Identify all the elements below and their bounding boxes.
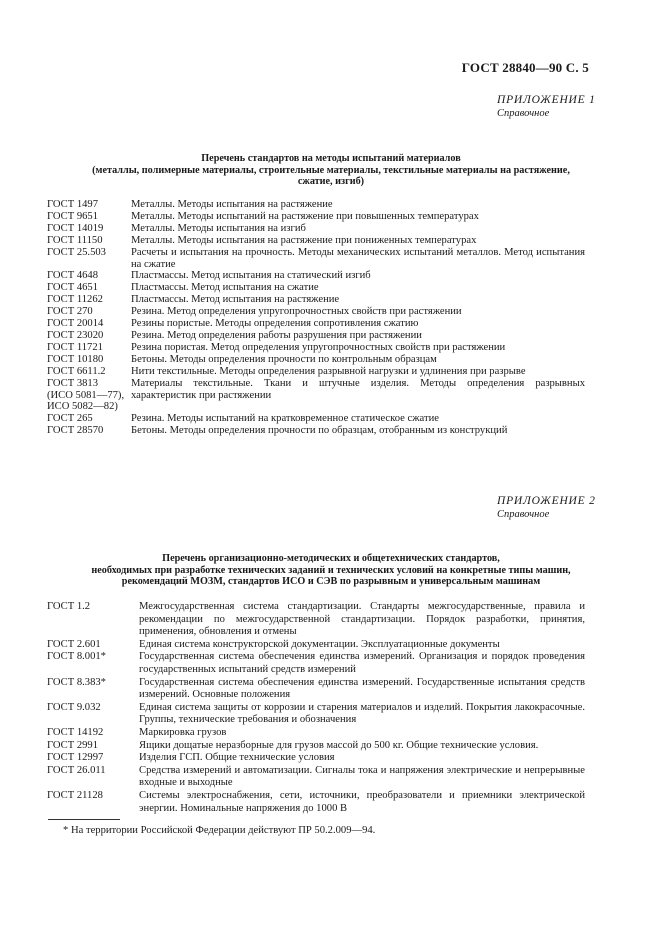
appendix-1-standards-list (47, 199, 585, 437)
standard-code: ГОСТ 25.503 (47, 246, 106, 258)
appendix-1-title-line: сжатие, изгиб) (297, 176, 365, 187)
standard-title: Металлы. Методы испытаний на растяжение при повышенных температурах (131, 210, 479, 222)
standard-row (47, 740, 585, 753)
standard-code: ГОСТ 3813 (ИСО 5081—77), ИСО 5082—82) (47, 377, 125, 413)
standard-code: ГОСТ 1.2 (47, 601, 91, 612)
standard-code: ГОСТ 270 (47, 306, 93, 318)
standard-code: ГОСТ 20014 (47, 318, 104, 330)
standard-row (47, 282, 585, 294)
standard-title: Нити текстильные. Методы определения разрывной нагрузки и удлинения при разрыве (131, 365, 526, 377)
standard-title: Металлы. Методы испытания на изгиб (131, 222, 306, 234)
standard-title: Материалы текстильные. Ткани и штучные изделия. Методы определения разрывных характеристик при растяжении (131, 377, 585, 401)
standard-title: Изделия ГСП. Общие технические условия (139, 752, 335, 764)
standard-title: Государственная система обеспечения единства измерений. Государственные испытания средств измерений. Основные положения (139, 676, 585, 701)
standard-code: ГОСТ 9651 (47, 210, 99, 222)
standard-row (47, 727, 585, 740)
standard-code: ГОСТ 14192 (47, 726, 104, 738)
appendix-1-title-line: (металлы, полимерные материалы, строительные материалы, текстильные материалы на растяжение, (92, 164, 570, 176)
standard-row (47, 601, 585, 639)
standard-code: ГОСТ 28570 (47, 425, 104, 437)
appendix-2-title-line: Перечень организационно-методических и общетехнических стандартов, (162, 553, 500, 564)
appendix-2-name: ПРИЛОЖЕНИЕ 2 (497, 495, 596, 507)
page-header: ГОСТ 28840—90 С. 5 (461, 60, 589, 75)
standard-title: Резина. Метод определения работы разрушения при растяжении (131, 329, 422, 341)
standard-title: Единая система конструкторской документации. Эксплуатационные документы (139, 638, 500, 650)
appendix-2-label (497, 495, 596, 521)
appendix-1-name: ПРИЛОЖЕНИЕ 1 (497, 94, 596, 106)
standard-code: ГОСТ 9.032 (47, 701, 101, 713)
standard-title: Резина. Методы испытаний на кратковременное статическое сжатие (131, 413, 439, 425)
standard-title: Межгосударственная система стандартизации. Стандарты межгосударственные, правила и рекомендации по межгосударственной стандартизации. Порядок разработки, принятия, применения, обновления и отмены (139, 601, 585, 638)
standard-code: ГОСТ 11721 (47, 341, 103, 353)
appendix-2-standards-list (47, 601, 585, 815)
standard-title: Ящики дощатые неразборные для грузов массой до 500 кг. Общие технические условия. (139, 739, 539, 751)
standard-row (47, 639, 585, 652)
footnote-divider (48, 819, 120, 820)
standard-title: Государственная система обеспечения единства измерений. Организация и порядок проведения государственных испытаний средств измерений (139, 651, 585, 675)
appendix-2-type: Справочное (497, 509, 550, 520)
standard-row (47, 211, 585, 223)
standard-title: Пластмассы. Метод испытания на статический изгиб (131, 270, 371, 282)
standard-row (47, 354, 585, 366)
standard-title: Резины пористые. Методы определения сопротивления сжатию (131, 318, 419, 330)
standard-row (47, 425, 585, 437)
standard-code: ГОСТ 10180 (47, 353, 104, 365)
standard-code: ГОСТ 265 (47, 413, 93, 425)
standard-row (47, 223, 585, 235)
standard-code: ГОСТ 8.383* (47, 676, 106, 688)
standard-title: Пластмассы. Метод испытания на сжатие (131, 282, 319, 294)
standard-row (47, 306, 585, 318)
standard-row (47, 330, 585, 342)
standard-title: Единая система защиты от коррозии и старения материалов и изделий. Покрытия лакокрасочные. Группы, технические требования и обозначения (139, 701, 585, 726)
footnote: * На территории Российской Федерации действуют ПР 50.2.009—94. (63, 825, 376, 836)
standard-row (47, 270, 585, 282)
standard-title: Металлы. Методы испытания на растяжение при пониженных температурах (131, 234, 477, 246)
standard-code: ГОСТ 6611.2 (47, 365, 106, 377)
standard-code: ГОСТ 1497 (47, 199, 99, 210)
appendix-2-title (48, 553, 614, 588)
standard-title: Резина. Метод определения упругопрочностных свойств при растяжении (131, 306, 462, 318)
standard-title: Системы электроснабжения, сети, источники, преобразователи и приемники электрической энергии. Номинальные напряжения до 1000 В (139, 789, 585, 814)
standard-row (47, 677, 585, 702)
standard-row (47, 247, 585, 271)
appendix-2-title-line: необходимых при разработке технических заданий и технических условий на конкретные типы машин, (91, 564, 571, 576)
standard-title: Металлы. Методы испытания на растяжение (131, 199, 333, 210)
standard-code: ГОСТ 4648 (47, 270, 99, 282)
standard-row (47, 413, 585, 425)
standard-row (47, 378, 585, 414)
standard-row (47, 199, 585, 211)
appendix-1-title (48, 153, 614, 188)
standard-row (47, 366, 585, 378)
standard-row (47, 342, 585, 354)
standard-row (47, 790, 585, 815)
standard-title: Резина пористая. Метод определения упругопрочностных свойств при растяжении (131, 341, 506, 353)
standard-row (47, 752, 585, 765)
standard-code: ГОСТ 26.011 (47, 764, 106, 776)
standard-title: Средства измерений и автоматизации. Сигналы тока и напряжения электрические и непрерывные входные и выходные (139, 764, 585, 789)
standard-code: ГОСТ 8.001* (47, 651, 106, 663)
standard-title: Бетоны. Методы определения прочности по контрольным образцам (131, 353, 437, 365)
standard-code: ГОСТ 14019 (47, 222, 104, 234)
standard-code: ГОСТ 23020 (47, 329, 104, 341)
standard-title: Бетоны. Методы определения прочности по образцам, отобранным из конструкций (131, 425, 508, 437)
standard-title: Расчеты и испытания на прочность. Методы механических испытаний металлов. Метод испытания на сжатие (131, 246, 585, 270)
appendix-1-title-line: Перечень стандартов на методы испытаний материалов (201, 153, 461, 164)
appendix-2-title-line: рекомендаций МОЗМ, стандартов ИСО и СЭВ по разрывным и универсальным машинам (121, 576, 541, 587)
standard-code: ГОСТ 2991 (47, 739, 99, 751)
standard-row (47, 702, 585, 727)
standard-code: ГОСТ 2.601 (47, 638, 101, 650)
standard-row (47, 651, 585, 676)
appendix-1-type: Справочное (497, 108, 550, 119)
appendix-1-label (497, 94, 596, 120)
standard-code: ГОСТ 4651 (47, 282, 99, 294)
standard-title: Маркировка грузов (139, 726, 227, 738)
standard-row (47, 235, 585, 247)
standard-row (47, 765, 585, 790)
standard-row (47, 318, 585, 330)
standard-code: ГОСТ 12997 (47, 752, 104, 764)
standard-code: ГОСТ 21128 (47, 789, 103, 801)
standard-code: ГОСТ 11150 (47, 234, 103, 246)
standard-title: Пластмассы. Метод испытания на растяжение (131, 294, 340, 306)
standard-row (47, 294, 585, 306)
standard-code: ГОСТ 11262 (47, 294, 103, 306)
